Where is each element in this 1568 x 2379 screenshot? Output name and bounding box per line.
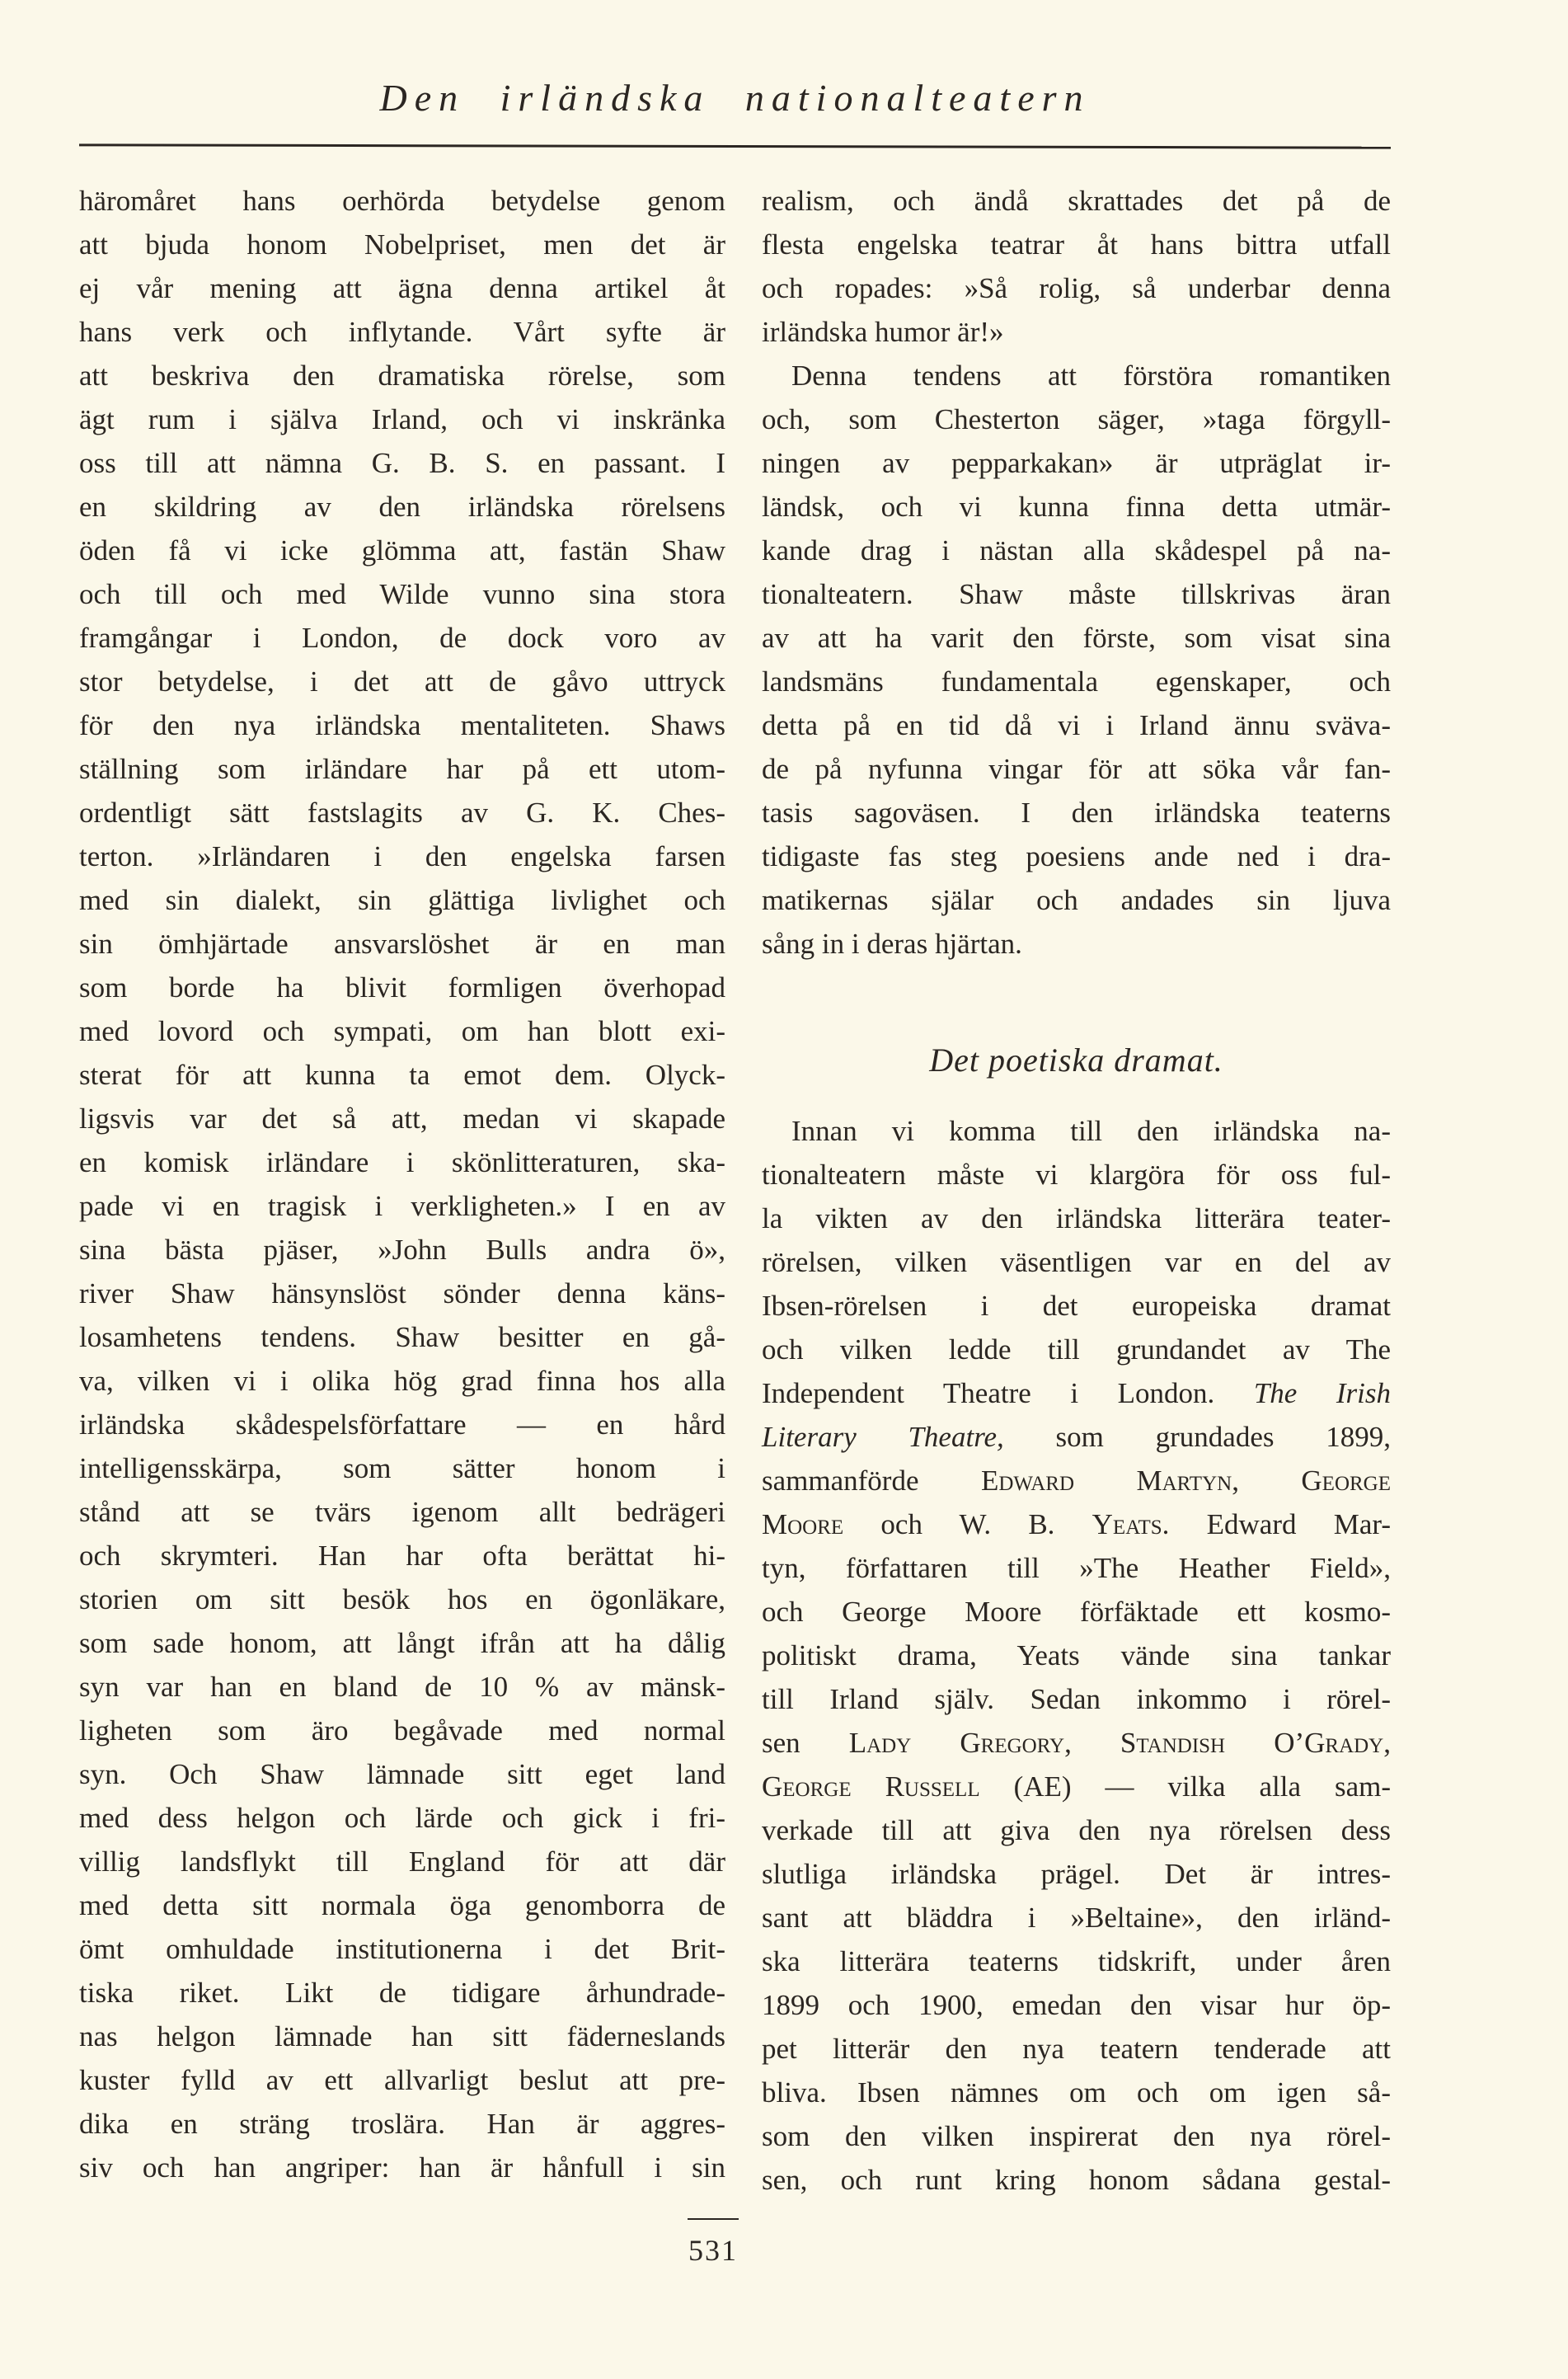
text-line: en skildring av den irländska rörelsens <box>79 491 725 523</box>
text-segment: . Edward Mar- <box>1162 1508 1391 1540</box>
text-line: ställning som irländare har på ett utom- <box>79 753 725 785</box>
text-line: hans verk och inflytande. Vårt syfte är <box>79 316 725 348</box>
text-line: sina bästa pjäser, »John Bulls andra ö», <box>79 1234 725 1266</box>
text-line: ordentligt sätt fastslagits av G. K. Ches- <box>79 797 725 829</box>
small-caps-name: Moore <box>762 1508 844 1540</box>
text-line: tionalteatern. Shaw måste tillskrivas äran <box>762 578 1391 610</box>
text-line: terton. »Irländaren i den engelska farsen <box>79 840 725 872</box>
text-line: och ropades: »Så rolig, så underbar denna <box>762 272 1391 304</box>
text-line: realism, och ändå skrattades det på de <box>762 185 1391 217</box>
text-line: med sin dialekt, sin glättiga livlighet och <box>79 884 725 916</box>
text-line: villig landsflykt till England för att där <box>79 1845 725 1878</box>
text-line: ömt omhuldade institutionerna i det Brit- <box>79 1933 725 1965</box>
text-segment: , <box>1383 1727 1391 1759</box>
text-line: syn. Och Shaw lämnade sitt eget land <box>79 1758 725 1790</box>
text-line: till Irland själv. Sedan inkommo i rörel- <box>762 1683 1391 1715</box>
italic-title: The Irish <box>1253 1377 1391 1409</box>
right-column-bottom <box>762 1109 1391 2202</box>
text-line: oss till att nämna G. B. S. en passant. I <box>79 447 725 479</box>
text-line: och George Moore förfäktade ett kosmo- <box>762 1596 1391 1628</box>
text-line: stor betydelse, i det att de gåvo uttryck <box>79 665 725 698</box>
text-segment: (AE) — vilka alla sam- <box>979 1770 1391 1803</box>
text-line: och vilken ledde till grundandet av The <box>762 1333 1391 1366</box>
text-line: som sade honom, att långt ifrån att ha dålig <box>79 1627 725 1659</box>
text-line: ej vår mening att ägna denna artikel åt <box>79 272 725 304</box>
text-line: sen, och runt kring honom sådana gestal- <box>762 2164 1391 2196</box>
text-segment: som grundades 1899, <box>1003 1421 1391 1453</box>
text-line: dika en sträng troslära. Han är aggres- <box>79 2108 725 2140</box>
text-line: och skrymteri. Han har ofta berättat hi- <box>79 1540 725 1572</box>
small-caps-name: George <box>1301 1465 1392 1497</box>
text-line: de på nyfunna vingar för att söka vår fan- <box>762 753 1391 785</box>
text-line: politiskt drama, Yeats vände sina tankar <box>762 1639 1391 1671</box>
page-number-rule <box>688 2218 739 2220</box>
small-caps-name: Lady Gregory <box>848 1727 1065 1759</box>
small-caps-name: Standish O’Grady <box>1120 1727 1384 1759</box>
text-line: Denna tendens att förstöra romantiken <box>791 360 1391 392</box>
text-line: ländsk, och vi kunna finna detta utmär- <box>762 491 1391 523</box>
text-line: sin ömhjärtade ansvarslöshet är en man <box>79 928 725 960</box>
text-line: pade vi en tragisk i verkligheten.» I en av <box>79 1190 725 1222</box>
text-line: att bjuda honom Nobelpriset, men det är <box>79 228 725 261</box>
text-line: Innan vi komma till den irländska na- <box>791 1115 1391 1147</box>
text-segment: Independent Theatre i London. <box>762 1377 1254 1409</box>
text-line: kande drag i nästan alla skådespel på na- <box>762 534 1391 567</box>
small-caps-name: Yeats <box>1091 1508 1162 1540</box>
text-segment: sen <box>762 1727 849 1759</box>
text-segment: och W. B. <box>843 1508 1092 1540</box>
text-line: ska litterära teaterns tidskrift, under åren <box>762 1945 1391 1977</box>
text-line: rörelsen, vilken väsentligen var en del av <box>762 1246 1391 1278</box>
text-line: syn var han en bland de 10 % av mänsk- <box>79 1671 725 1703</box>
text-line <box>762 1371 1391 1415</box>
text-line: 1899 och 1900, emedan den visar hur öp- <box>762 1989 1391 2021</box>
text-line: med lovord och sympati, om han blott exi- <box>79 1015 725 1047</box>
text-line: intelligensskärpa, som sätter honom i <box>79 1452 725 1484</box>
text-line: tionalteatern måste vi klargöra för oss ful- <box>762 1159 1391 1191</box>
text-line: som borde ha blivit formligen överhopad <box>79 971 725 1004</box>
text-line <box>762 1415 1391 1459</box>
text-line: Ibsen-rörelsen i det europeiska dramat <box>762 1290 1391 1322</box>
text-line: nas helgon lämnade han sitt fäderneslands <box>79 2020 725 2052</box>
text-line: häromåret hans oerhörda betydelse genom <box>79 185 725 217</box>
text-segment: sammanförde <box>762 1465 981 1497</box>
text-line: för den nya irländska mentaliteten. Shaws <box>79 709 725 741</box>
text-line: flesta engelska teatrar åt hans bittra utfall <box>762 228 1391 261</box>
text-line: landsmäns fundamentala egenskaper, och <box>762 665 1391 698</box>
text-line: storien om sitt besök hos en ögonläkare, <box>79 1583 725 1615</box>
text-line: river Shaw hänsynslöst sönder denna käns- <box>79 1277 725 1309</box>
text-line <box>762 1459 1391 1502</box>
small-caps-name: George Russell <box>762 1770 980 1803</box>
text-line: ligheten som äro begåvade med normal <box>79 1714 725 1747</box>
text-line: att beskriva den dramatiska rörelse, som <box>79 360 725 392</box>
text-segment: , <box>1232 1465 1302 1497</box>
text-line: stånd att se tvärs igenom allt bedrägeri <box>79 1496 725 1528</box>
text-line <box>762 1765 1391 1808</box>
text-line: siv och han angriper: han är hånfull i sin <box>79 2151 725 2184</box>
page-number: 531 <box>688 2234 738 2267</box>
text-line: av att ha varit den förste, som visat sina <box>762 622 1391 654</box>
text-line: med detta sitt normala öga genomborra de <box>79 1889 725 1921</box>
text-line: irländska skådespelsförfattare — en hård <box>79 1408 725 1441</box>
text-line: ningen av pepparkakan» är utpräglat ir- <box>762 447 1391 479</box>
section-heading: Det poetiska dramat. <box>929 1041 1223 1079</box>
text-line: tiska riket. Likt de tidigare århundrade- <box>79 1977 725 2009</box>
text-line: verkade till att giva den nya rörelsen dess <box>762 1814 1391 1846</box>
text-line: kuster fylld av ett allvarligt beslut att pre- <box>79 2064 725 2096</box>
text-line: pet litterär den nya teatern tenderade att <box>762 2033 1391 2065</box>
running-head: Den irländska nationalteatern <box>379 77 1091 119</box>
text-line: sterat för att kunna ta emot dem. Olyck- <box>79 1059 725 1091</box>
text-line: sant att bläddra i »Beltaine», den irländ- <box>762 1902 1391 1934</box>
text-line: en komisk irländare i skönlitteraturen, ska- <box>79 1146 725 1178</box>
text-line: ägt rum i själva Irland, och vi inskränka <box>79 403 725 435</box>
text-line: va, vilken vi i olika hög grad finna hos alla <box>79 1365 725 1397</box>
text-line <box>762 1721 1391 1765</box>
left-column <box>79 179 725 2189</box>
text-line: tyn, författaren till »The Heather Field», <box>762 1552 1391 1584</box>
text-line: framgångar i London, de dock voro av <box>79 622 725 654</box>
text-line: tasis sagoväsen. I den irländska teaterns <box>762 797 1391 829</box>
text-line: irländska humor är!» <box>762 316 1004 348</box>
text-line: ligsvis var det så att, medan vi skapade <box>79 1103 725 1135</box>
text-line: som den vilken inspirerat den nya rörel- <box>762 2120 1391 2152</box>
small-caps-name: Edward Martyn <box>980 1465 1232 1497</box>
text-line: sång in i deras hjärtan. <box>762 928 1022 960</box>
right-column-top <box>762 179 1391 966</box>
italic-title: Literary Theatre, <box>762 1421 1004 1453</box>
text-line: tidigaste fas steg poesiens ande ned i dra- <box>762 840 1391 872</box>
header-rule <box>79 143 1391 148</box>
text-line: bliva. Ibsen nämnes om och om igen så- <box>762 2076 1391 2109</box>
text-line <box>762 1502 1391 1546</box>
text-line: slutliga irländska prägel. Det är intres- <box>762 1858 1391 1890</box>
text-line: med dess helgon och lärde och gick i fri- <box>79 1802 725 1834</box>
text-line: la vikten av den irländska litterära teater- <box>762 1202 1391 1234</box>
text-segment: , <box>1064 1727 1120 1759</box>
text-line: matikernas själar och andades sin ljuva <box>762 884 1391 916</box>
text-line: och, som Chesterton säger, »taga förgyll- <box>762 403 1391 435</box>
text-line: och till och med Wilde vunno sina stora <box>79 578 725 610</box>
text-line: öden få vi icke glömma att, fastän Shaw <box>79 534 725 567</box>
text-line: losamhetens tendens. Shaw besitter en gå- <box>79 1321 725 1353</box>
text-line: detta på en tid då vi i Irland ännu sväva- <box>762 709 1391 741</box>
